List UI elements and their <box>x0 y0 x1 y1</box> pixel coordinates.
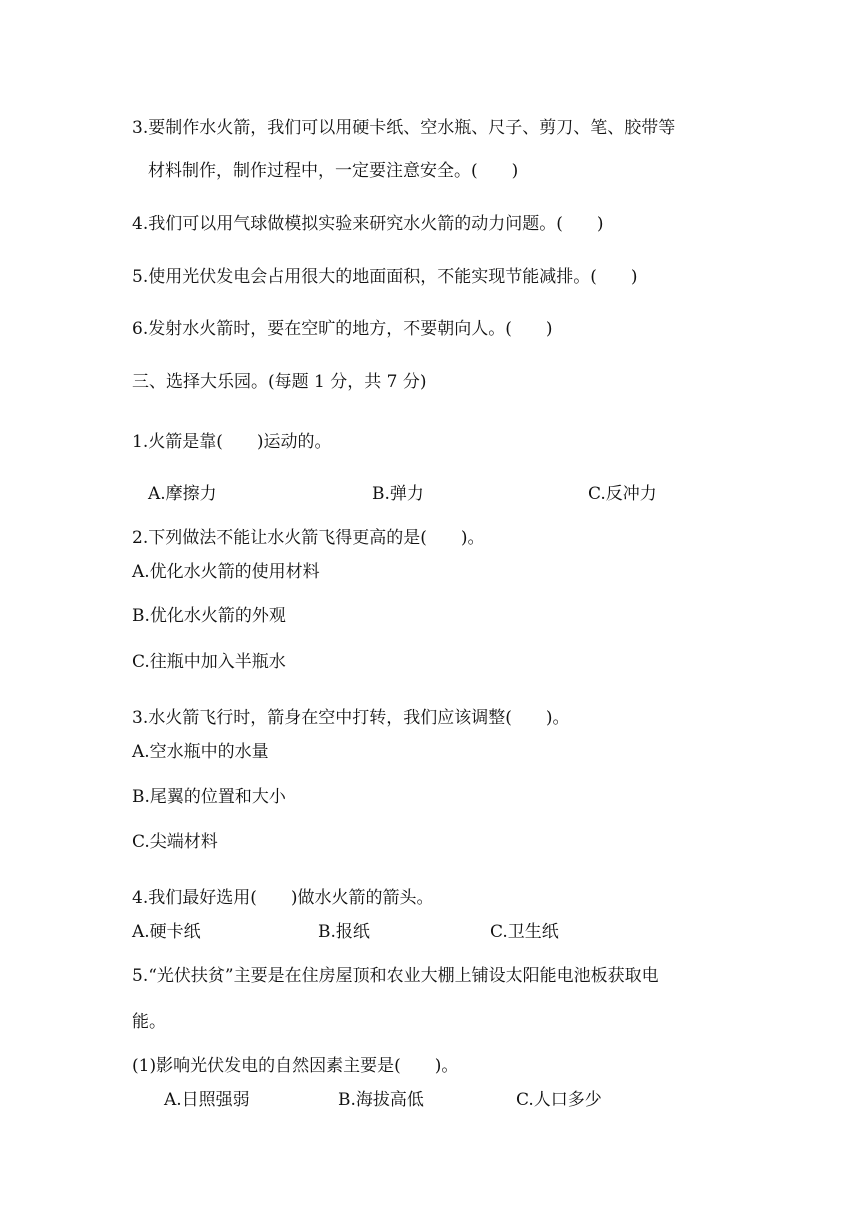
choice-q3-option-a: A.空水瓶中的水量 <box>132 742 269 762</box>
choice-q1-option-c: C.反冲力 <box>588 484 657 504</box>
choice-q2-option-a: A.优化水火箭的使用材料 <box>132 562 320 582</box>
choice-q5-stem-line1: 5.“光伏扶贫”主要是在住房屋顶和农业大棚上铺设太阳能电池板获取电 <box>132 966 659 986</box>
choice-q5-sub1-option-b: B.海拔高低 <box>338 1090 424 1110</box>
judge-q3-line2: 材料制作，制作过程中，一定要注意安全。( ) <box>148 161 519 181</box>
choice-q2-option-b: B.优化水火箭的外观 <box>132 606 286 626</box>
choice-q4-option-c: C.卫生纸 <box>490 922 559 942</box>
choice-q1-option-b: B.弹力 <box>372 484 424 504</box>
choice-q3-option-c: C.尖端材料 <box>132 832 218 852</box>
choice-q1-stem: 1.火箭是靠( )运动的。 <box>132 432 332 452</box>
choice-q2-stem: 2.下列做法不能让水火箭飞得更高的是( )。 <box>132 528 485 548</box>
judge-q6: 6.发射水火箭时，要在空旷的地方，不要朝向人。( ) <box>132 319 553 339</box>
choice-q3-option-b: B.尾翼的位置和大小 <box>132 787 286 807</box>
choice-q5-stem-line2: 能。 <box>132 1012 166 1032</box>
choice-q3-stem: 3.水火箭飞行时，箭身在空中打转，我们应该调整( )。 <box>132 708 570 728</box>
judge-q3-line1: 3.要制作水火箭，我们可以用硬卡纸、空水瓶、尺子、剪刀、笔、胶带等 <box>132 118 676 138</box>
choice-q4-option-b: B.报纸 <box>318 922 370 942</box>
choice-q2-option-c: C.往瓶中加入半瓶水 <box>132 652 286 672</box>
judge-q5: 5.使用光伏发电会占用很大的地面面积，不能实现节能减排。( ) <box>132 267 638 287</box>
choice-q5-sub1-option-a: A.日照强弱 <box>164 1090 250 1110</box>
choice-q1-option-a: A.摩擦力 <box>148 484 217 504</box>
choice-q4-stem: 4.我们最好选用( )做水火箭的箭头。 <box>132 888 434 908</box>
choice-q5-sub1-option-c: C.人口多少 <box>516 1090 602 1110</box>
choice-q5-sub1-stem: (1)影响光伏发电的自然因素主要是( )。 <box>132 1056 459 1076</box>
section3-title: 三、选择大乐园。(每题 1 分，共 7 分) <box>132 372 427 392</box>
choice-q4-option-a: A.硬卡纸 <box>132 922 201 942</box>
judge-q4: 4.我们可以用气球做模拟实验来研究水火箭的动力问题。( ) <box>132 214 604 234</box>
